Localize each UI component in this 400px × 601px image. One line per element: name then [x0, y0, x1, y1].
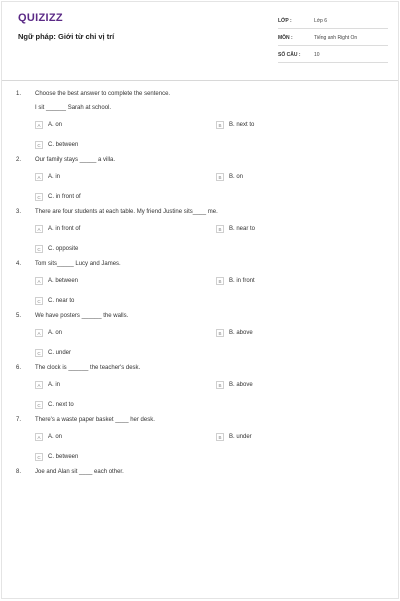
question-header	[16, 365, 384, 371]
question-header	[16, 313, 384, 319]
question-text: There's a waste paper basket ____ her desk.	[35, 417, 155, 423]
option-letter-box: C	[35, 141, 43, 149]
option-letter-box: A	[35, 121, 43, 129]
answer-option-c[interactable]	[35, 245, 216, 253]
answer-option-a[interactable]	[35, 225, 216, 233]
quiz-title: Ngữ pháp: Giới từ chỉ vị trí	[18, 32, 115, 41]
answer-option-c[interactable]	[35, 193, 216, 201]
quizizz-logo: QUIZIZZ	[18, 12, 63, 24]
question-header	[16, 417, 384, 423]
question-item	[16, 209, 384, 253]
worksheet-header	[2, 2, 398, 70]
answer-option-b[interactable]	[216, 381, 356, 389]
question-number: 6.	[16, 365, 22, 371]
option-text: B. above	[229, 382, 253, 388]
option-text: A. on	[48, 330, 63, 336]
option-letter-box: A	[35, 277, 43, 285]
option-text: A. in front of	[48, 226, 81, 232]
option-text: B. above	[229, 330, 253, 336]
answer-option-c[interactable]	[35, 349, 216, 357]
question-number: 3.	[16, 209, 22, 215]
answer-options	[35, 121, 384, 149]
option-letter-box: C	[35, 401, 43, 409]
question-header	[16, 91, 384, 97]
question-text: Choose the best answer to complete the sentence.	[35, 91, 171, 97]
option-letter-box: C	[35, 193, 43, 201]
meta-row-subject	[278, 31, 388, 46]
option-text: C. between	[48, 142, 79, 148]
option-letter-box: C	[35, 349, 43, 357]
answer-option-b[interactable]	[216, 277, 356, 285]
answer-options	[35, 173, 384, 201]
option-letter-box: A	[35, 225, 43, 233]
question-text: Our family stays _____ a villa.	[35, 157, 116, 163]
question-item	[16, 365, 384, 409]
answer-option-a[interactable]	[35, 277, 216, 285]
option-letter-box: B	[216, 433, 224, 441]
meta-row-class	[278, 14, 388, 29]
meta-key: LỚP :	[278, 18, 292, 24]
answer-option-b[interactable]	[216, 225, 356, 233]
option-letter-box: B	[216, 121, 224, 129]
option-letter-box: B	[216, 277, 224, 285]
question-text: Tom sits_____ Lucy and James.	[35, 261, 121, 267]
meta-value: Tiếng anh Right On	[314, 35, 358, 41]
question-text: Joe and Alan sit ____ each other.	[35, 469, 124, 475]
question-number: 2.	[16, 157, 22, 163]
meta-key: MÔN :	[278, 35, 293, 41]
answer-options	[35, 225, 384, 253]
option-text: A. in	[48, 174, 61, 180]
worksheet-page	[1, 1, 399, 599]
option-text: A. in	[48, 382, 61, 388]
option-text: A. on	[48, 122, 63, 128]
option-text: C. between	[48, 454, 79, 460]
option-letter-box: B	[216, 381, 224, 389]
meta-value: Lớp 6	[314, 18, 328, 24]
option-text: C. opposite	[48, 246, 79, 252]
option-text: B. in front	[229, 278, 255, 284]
question-item	[16, 417, 384, 461]
meta-key: SỐ CÂU :	[278, 52, 301, 58]
answer-option-a[interactable]	[35, 121, 216, 129]
meta-panel	[278, 14, 388, 65]
answer-option-b[interactable]	[216, 121, 356, 129]
answer-option-b[interactable]	[216, 173, 356, 181]
option-letter-box: A	[35, 329, 43, 337]
question-item	[16, 157, 384, 201]
meta-value: 10	[314, 52, 320, 58]
question-item	[16, 261, 384, 305]
question-header	[16, 209, 384, 215]
question-list	[2, 81, 398, 475]
answer-option-a[interactable]	[35, 329, 216, 337]
question-header	[16, 469, 384, 475]
question-header	[16, 157, 384, 163]
option-letter-box: B	[216, 329, 224, 337]
question-text: There are four students at each table. My friend Justine sits____ me.	[35, 209, 218, 215]
answer-option-a[interactable]	[35, 381, 216, 389]
answer-options	[35, 329, 384, 357]
question-item	[16, 313, 384, 357]
option-text: A. on	[48, 434, 63, 440]
question-number: 5.	[16, 313, 22, 319]
option-text: B. on	[229, 174, 244, 180]
option-text: C. in front of	[48, 194, 81, 200]
question-item	[16, 469, 384, 475]
answer-option-c[interactable]	[35, 401, 216, 409]
option-text: C. near to	[48, 298, 75, 304]
answer-options	[35, 381, 384, 409]
answer-option-c[interactable]	[35, 297, 216, 305]
answer-option-b[interactable]	[216, 329, 356, 337]
option-letter-box: C	[35, 453, 43, 461]
option-letter-box: B	[216, 225, 224, 233]
answer-options	[35, 433, 384, 461]
meta-row-count	[278, 48, 388, 63]
option-text: B. next to	[229, 122, 255, 128]
question-header	[16, 261, 384, 267]
answer-options	[35, 277, 384, 305]
option-text: C. next to	[48, 402, 74, 408]
question-item	[16, 91, 384, 149]
question-text: We have posters ______ the walls.	[35, 313, 129, 319]
option-letter-box: C	[35, 297, 43, 305]
option-letter-box: A	[35, 173, 43, 181]
option-letter-box: B	[216, 173, 224, 181]
answer-option-c[interactable]	[35, 453, 216, 461]
question-text: The clock is ______ the teacher's desk.	[35, 365, 141, 371]
answer-option-a[interactable]	[35, 433, 216, 441]
option-text: A. between	[48, 278, 79, 284]
option-text: B. near to	[229, 226, 256, 232]
question-number: 4.	[16, 261, 22, 267]
answer-option-a[interactable]	[35, 173, 216, 181]
option-text: C. under	[48, 350, 72, 356]
option-letter-box: A	[35, 433, 43, 441]
question-sentence: I sit ______ Sarah at school.	[35, 105, 112, 111]
question-number: 7.	[16, 417, 22, 423]
answer-option-b[interactable]	[216, 433, 356, 441]
question-number: 8.	[16, 469, 22, 475]
option-text: B. under	[229, 434, 252, 440]
question-number: 1.	[16, 91, 22, 97]
option-letter-box: A	[35, 381, 43, 389]
option-letter-box: C	[35, 245, 43, 253]
answer-option-c[interactable]	[35, 141, 216, 149]
